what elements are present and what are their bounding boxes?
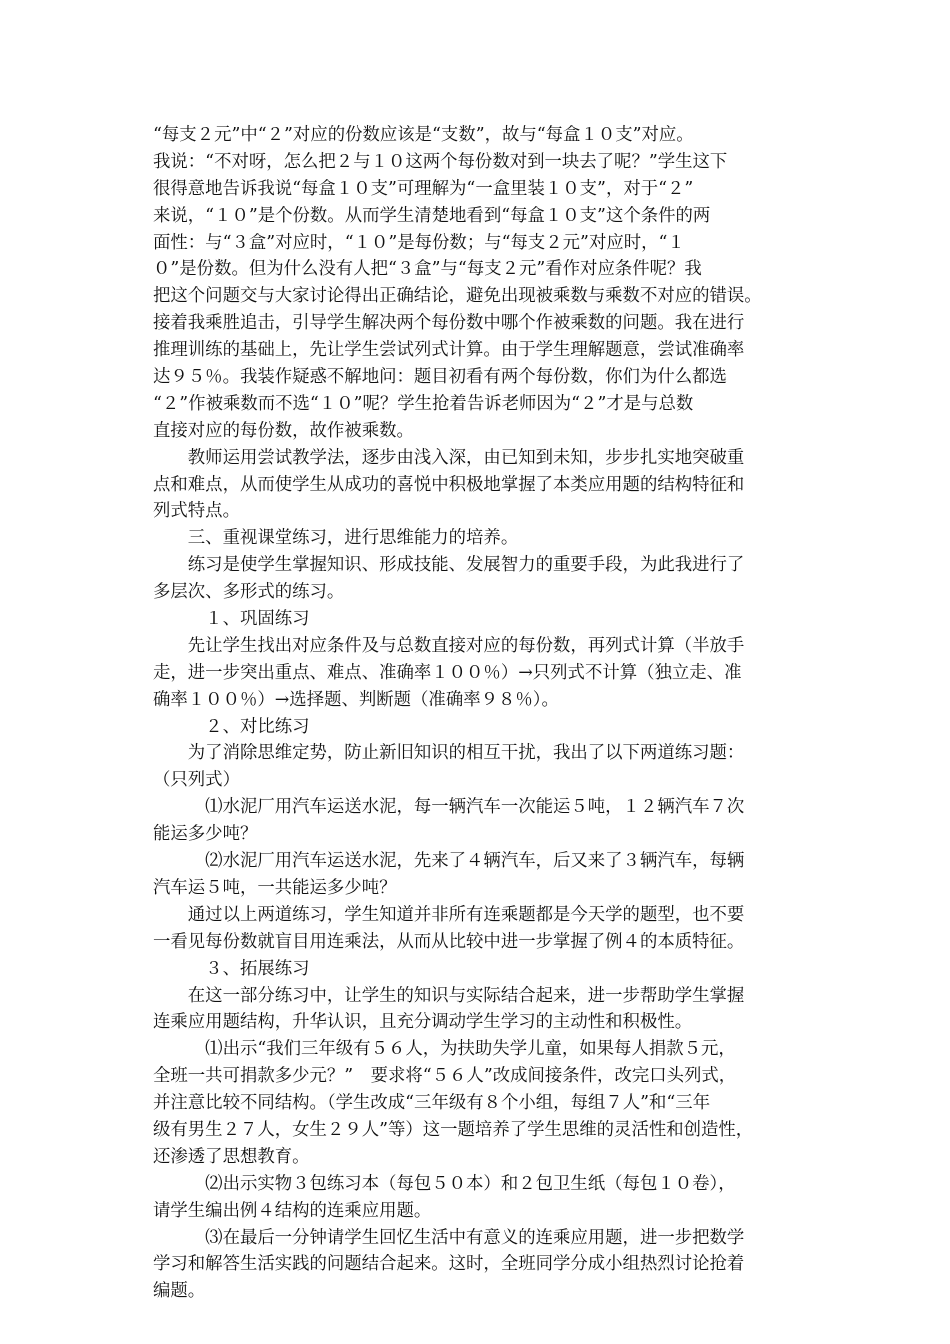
- text-line: 为了消除思维定势，防止新旧知识的相互干扰，我出了以下两道练习题：: [153, 743, 745, 764]
- text-line: 我说：“不对呀，怎么把２与１０这两个每份数对到一块去了呢？”学生这下: [153, 151, 728, 172]
- text-line: ⑴水泥厂用汽车运送水泥，每一辆汽车一次能运５吨，１２辆汽车７次: [153, 797, 745, 818]
- text-line: 走，进一步突出重点、难点、准确率１００％）→只列式不计算（独立走、准: [153, 662, 742, 683]
- text-line: 学习和解答生活实践的问题结合起来。这时，全班同学分成小组热烈讨论抢着: [153, 1254, 745, 1275]
- text-line: 还渗透了思想教育。: [153, 1146, 310, 1167]
- text-line: 请学生编出例４结构的连乘应用题。: [153, 1200, 432, 1221]
- text-line: “每支２元”中“２”对应的份数应该是“支数”，故与“每盒１０支”对应。: [153, 125, 694, 145]
- text-line: 来说，“１０”是个份数。从而学生清楚地看到“每盒１０支”这个条件的两: [153, 205, 711, 226]
- text-line: 三、重视课堂练习，进行思维能力的培养。: [153, 528, 519, 549]
- text-line: 能运多少吨？: [153, 824, 258, 845]
- text-line: “２”作被乘数而不选“１０”呢？学生抢着告诉老师因为“２”才是与总数: [153, 393, 694, 414]
- text-line: ⑵出示实物３包练习本（每包５０本）和２包卫生纸（每包１０卷），: [153, 1173, 736, 1194]
- text-line: 在这一部分练习中，让学生的知识与实际结合起来，进一步帮助学生掌握: [153, 985, 745, 1006]
- text-line: 推理训练的基础上，先让学生尝试列式计算。由于学生理解题意，尝试准确率: [153, 340, 745, 361]
- text-line: 通过以上两道练习，学生知道并非所有连乘题都是今天学的题型，也不要: [153, 904, 745, 925]
- text-line: 先让学生找出对应条件及与总数直接对应的每份数，再列式计算（半放手: [153, 635, 745, 656]
- text-line: 接着我乘胜追击，引导学生解决两个每份数中哪个作被乘数的问题。我在进行: [153, 313, 745, 334]
- text-line: ０”是份数。但为什么没有人把“３盒”与“每支２元”看作对应条件呢？我: [153, 259, 702, 280]
- text-line: 教师运用尝试教学法，逐步由浅入深，由已知到未知，步步扎实地突破重: [153, 447, 745, 468]
- text-line: 级有男生２７人，女生２９人”等）这一题培养了学生思维的灵活性和创造性，: [153, 1119, 754, 1140]
- text-line: 多层次、多形式的练习。: [153, 582, 345, 603]
- text-line: （只列式）: [153, 770, 240, 791]
- text-line: 全班一共可捐款多少元？” 要求将“５６人”改成间接条件，改完口头列式，: [153, 1066, 737, 1087]
- text-line: 练习是使学生掌握知识、形成技能、发展智力的重要手段，为此我进行了: [153, 555, 745, 576]
- text-line: 直接对应的每份数，故作被乘数。: [153, 420, 414, 441]
- text-line: 列式特点。: [153, 501, 240, 522]
- text-line: ２、对比练习: [153, 716, 310, 737]
- text-line: 面性：与“３盒”对应时，“１０”是每份数；与“每支２元”对应时，“１: [153, 232, 685, 253]
- text-line: ３、拓展练习: [153, 958, 310, 979]
- text-line: 并注意比较不同结构。（学生改成“三年级有８个小组，每组７人”和“三年: [153, 1093, 711, 1114]
- text-line: 很得意地告诉我说“每盒１０支”可理解为“一盒里装１０支”，对于“２”: [153, 178, 694, 199]
- text-line: 汽车运５吨，一共能运多少吨？: [153, 877, 397, 898]
- text-line: 一看见每份数就盲目用连乘法，从而从比较中进一步掌握了例４的本质特征。: [153, 931, 745, 952]
- text-line: ⑵水泥厂用汽车运送水泥，先来了４辆汽车，后又来了３辆汽车，每辆: [153, 851, 745, 872]
- text-line: 达９５％。我装作疑惑不解地问：题目初看有两个每份数，你们为什么都选: [153, 367, 727, 388]
- text-line: 点和难点，从而使学生从成功的喜悦中积极地掌握了本类应用题的结构特征和: [153, 474, 745, 495]
- text-line: １、巩固练习: [153, 609, 310, 630]
- text-line: 把这个问题交与大家讨论得出正确结论，避免出现被乘数与乘数不对应的错误。: [153, 286, 762, 307]
- text-line: ⑴出示“我们三年级有５６人，为扶助失学儿童，如果每人捐款５元，: [153, 1039, 736, 1060]
- text-line: 编题。: [153, 1281, 206, 1302]
- text-line: 连乘应用题结构，升华认识，且充分调动学生学习的主动性和积极性。: [153, 1012, 693, 1033]
- document-body: [153, 122, 803, 1305]
- text-line: 确率１００％）→选择题、判断题（准确率９８％）。: [153, 689, 559, 710]
- text-line: ⑶在最后一分钟请学生回忆生活中有意义的连乘应用题，进一步把数学: [153, 1227, 745, 1248]
